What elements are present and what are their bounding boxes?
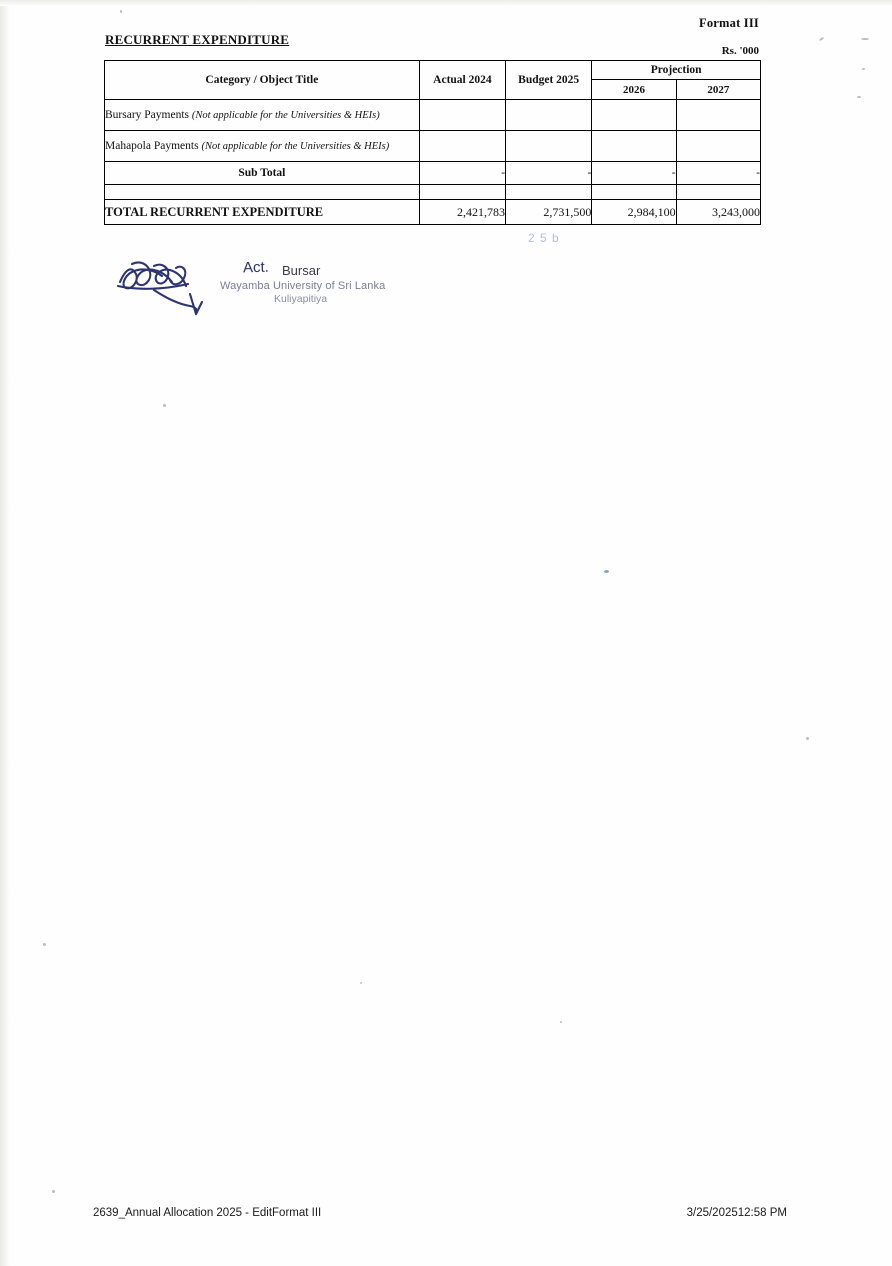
format-label: Format III: [699, 16, 759, 30]
scan-speck: [43, 943, 46, 946]
recurrent-expenditure-table: [104, 60, 761, 225]
table-row-spacer: [105, 185, 761, 200]
scan-speck: [819, 37, 824, 42]
scan-edge-left: [0, 0, 10, 1266]
signature-block: [110, 250, 410, 340]
row-label-note: (Not applicable for the Universities & HEIs): [191, 110, 380, 121]
signature-act: Act.: [242, 258, 270, 277]
section-title: RECURRENT EXPENDITURE: [105, 32, 290, 47]
cell-bursary-2026: [592, 100, 676, 131]
subtotal-2027: -: [676, 162, 760, 185]
subtotal-2026: -: [592, 162, 676, 185]
row-label-note: (Not applicable for the Universities & HEIs): [201, 141, 390, 152]
cell-mahapola-budget: [506, 131, 592, 162]
table-row: [105, 131, 761, 162]
subtotal-actual: -: [419, 162, 505, 185]
table-row-subtotal: [105, 162, 761, 185]
signature-organisation: Wayamba University of Sri Lanka: [220, 280, 386, 292]
subtotal-budget: -: [506, 162, 592, 185]
cell-mahapola-2027: [676, 131, 760, 162]
row-label-mahapola: [105, 131, 420, 162]
scan-speck: [806, 737, 809, 740]
scan-speck: [163, 404, 166, 407]
table-body: [105, 100, 761, 225]
row-label-text: Mahapola Payments: [105, 140, 202, 152]
scan-speck: [360, 982, 362, 984]
table-row: [105, 100, 761, 131]
cell-bursary-2027: [676, 100, 760, 131]
table-row-total: [105, 200, 761, 225]
signature-title: Bursar: [282, 263, 321, 278]
scan-speck: [560, 1021, 562, 1023]
spacer-cell: [506, 185, 592, 200]
faint-pencil-note: 2 5 b: [528, 231, 560, 245]
cell-mahapola-actual: [419, 131, 505, 162]
total-label: TOTAL RECURRENT EXPENDITURE: [105, 200, 420, 225]
header-budget-2025: Budget 2025: [506, 61, 592, 100]
cell-bursary-budget: [506, 100, 592, 131]
currency-note: Rs. '000: [721, 45, 759, 57]
scan-speck: [120, 10, 122, 13]
footer-timestamp: 3/25/202512:58 PM: [686, 1207, 787, 1219]
scan-speck: [604, 570, 609, 573]
spacer-cell: [592, 185, 676, 200]
total-actual: 2,421,783: [419, 200, 505, 225]
table-header-row-1: [105, 61, 761, 80]
total-2027: 3,243,000: [676, 200, 760, 225]
spacer-cell: [676, 185, 760, 200]
spacer-cell: [105, 185, 420, 200]
scan-speck: [862, 68, 865, 70]
cell-bursary-actual: [419, 100, 505, 131]
header-projection: Projection: [592, 61, 761, 80]
spacer-cell: [419, 185, 505, 200]
scan-speck: [857, 96, 861, 98]
scan-speck: [861, 38, 869, 40]
row-label-bursary: [105, 100, 420, 131]
header-category: Category / Object Title: [105, 61, 420, 100]
row-label-text: Bursary Payments: [105, 109, 192, 121]
scan-edge-top: [0, 0, 892, 6]
header-projection-2026: 2026: [592, 80, 676, 100]
total-2026: 2,984,100: [592, 200, 676, 225]
scan-speck: [52, 1190, 55, 1193]
header-projection-2027: 2027: [676, 80, 760, 100]
subtotal-label: Sub Total: [105, 162, 420, 185]
footer-file-name: 2639_Annual Allocation 2025 - EditFormat III: [93, 1207, 322, 1219]
total-budget: 2,731,500: [506, 200, 592, 225]
header-actual-2024: Actual 2024: [419, 61, 505, 100]
signature-location: Kuliyapitiya: [274, 293, 328, 305]
table-header: [105, 61, 761, 100]
cell-mahapola-2026: [592, 131, 676, 162]
